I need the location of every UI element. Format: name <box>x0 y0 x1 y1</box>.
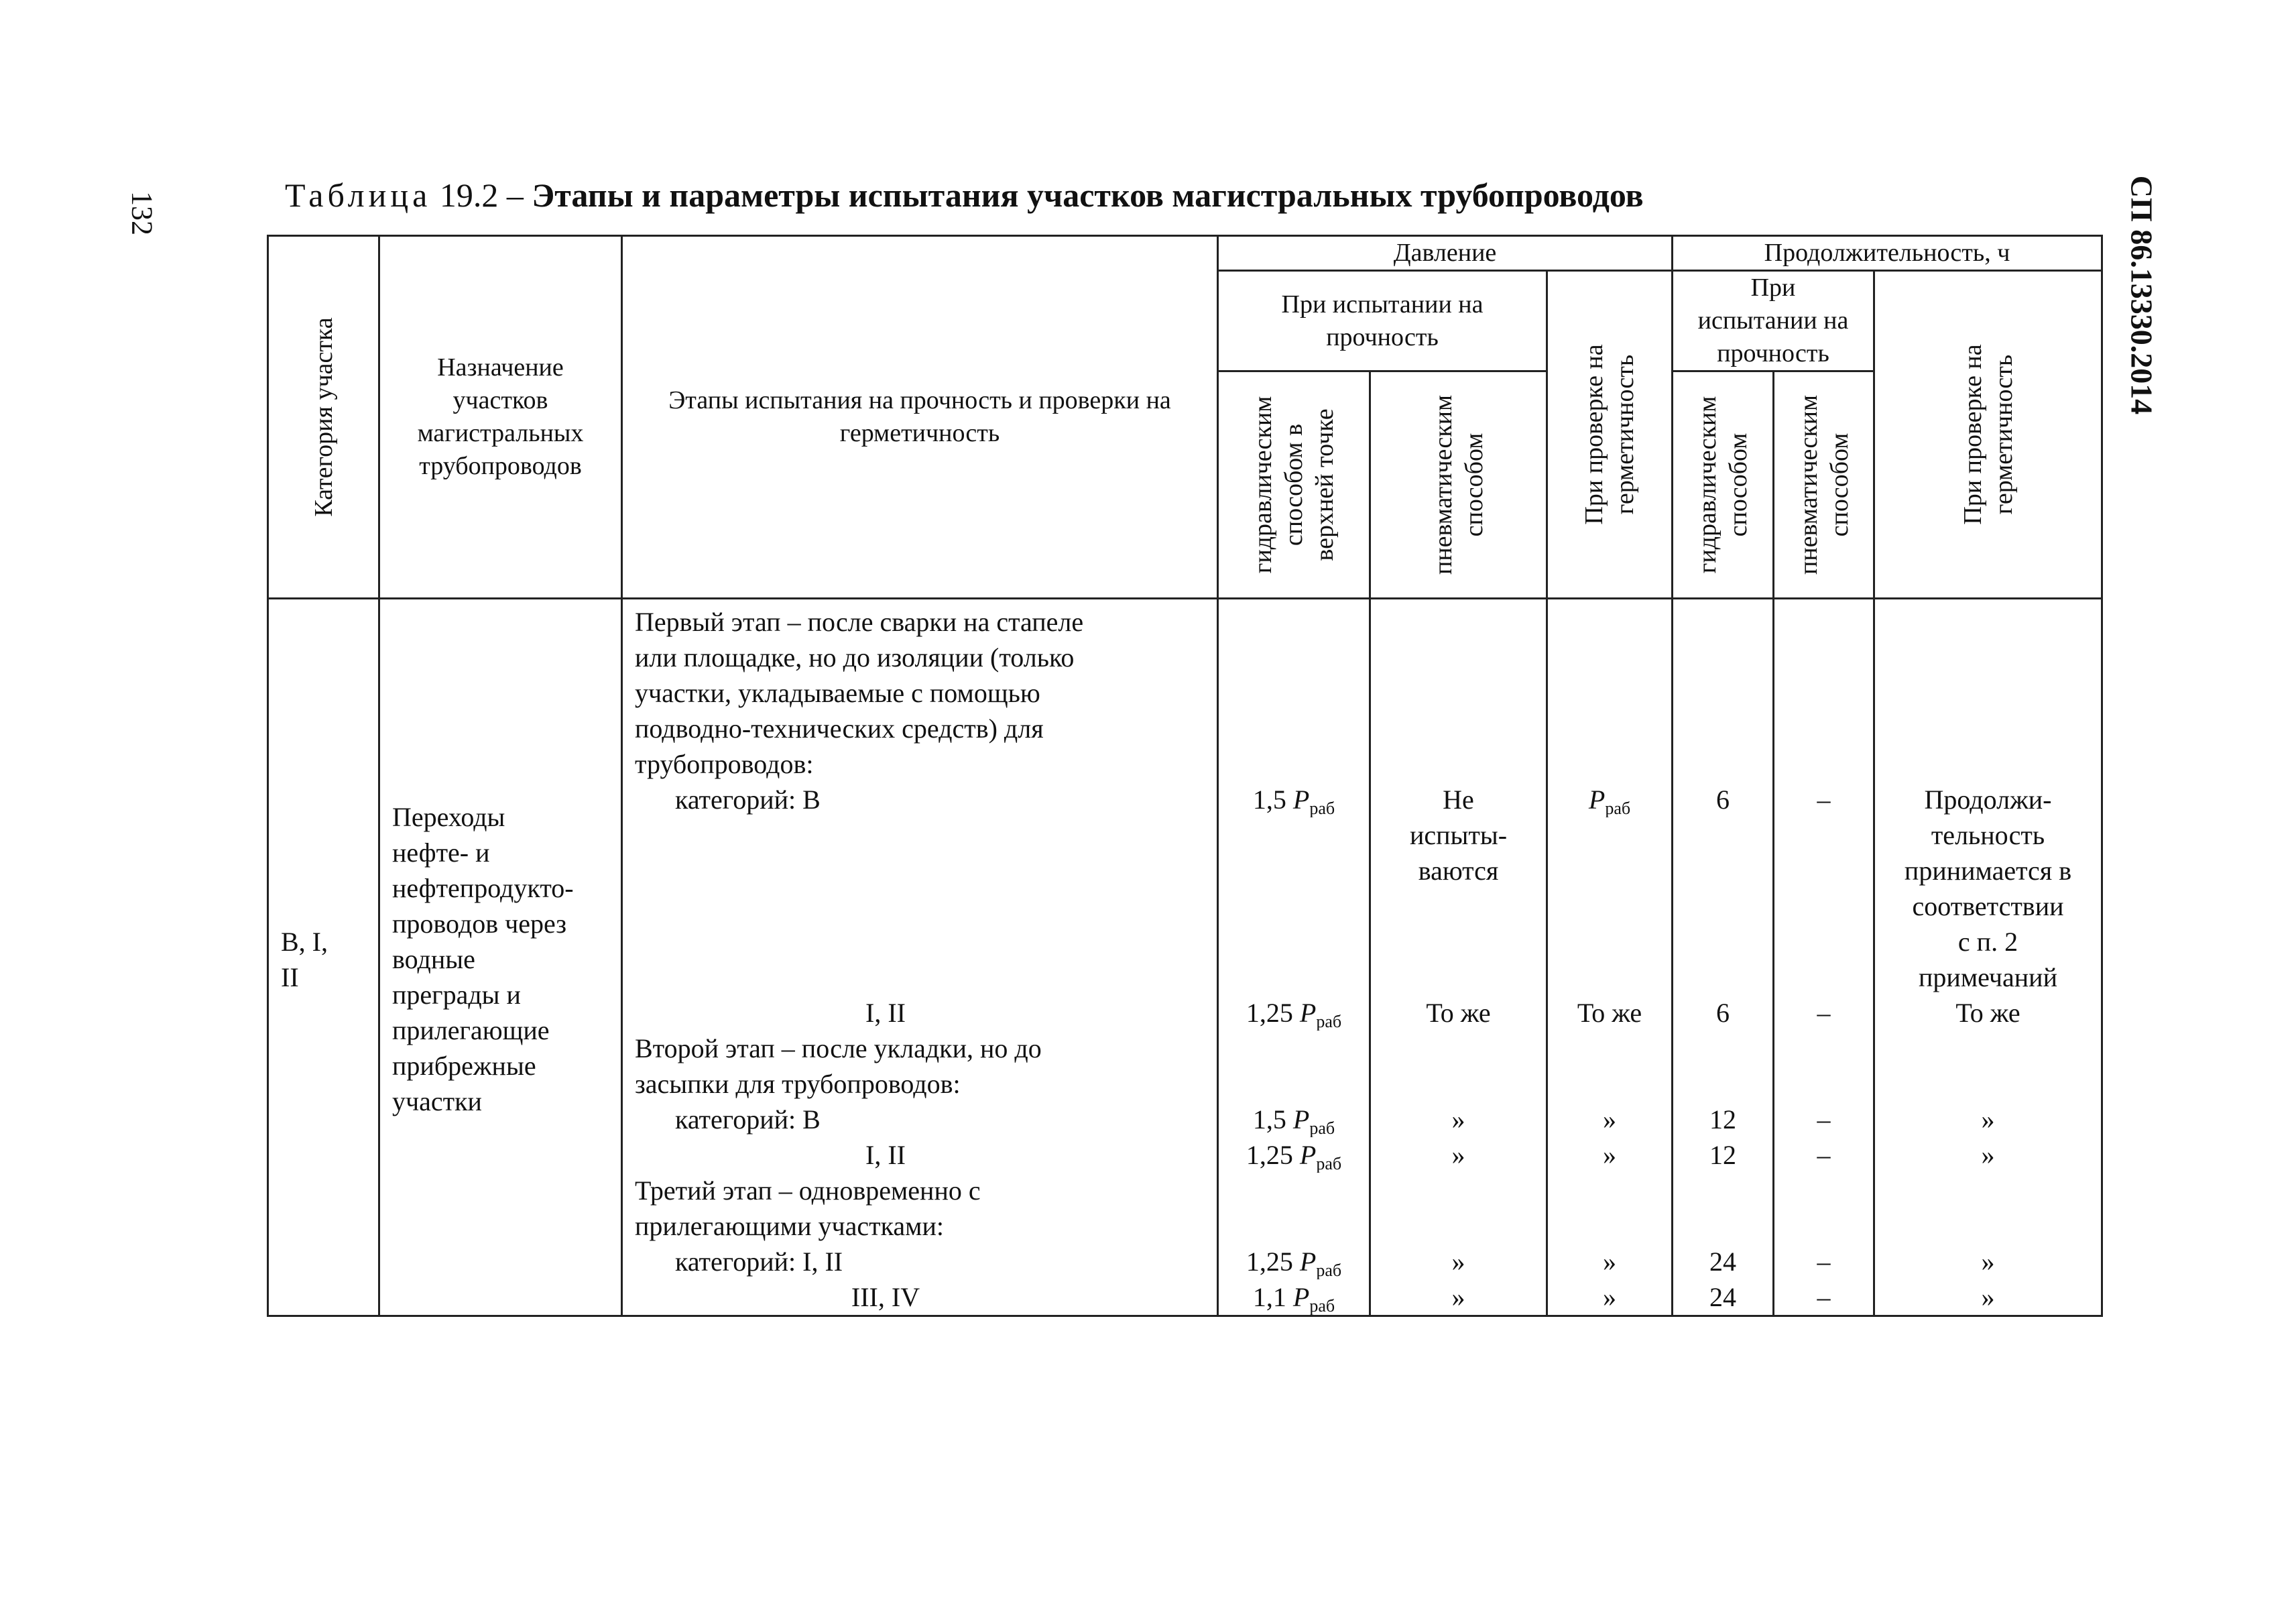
pressure-subscript: раб <box>1605 798 1631 817</box>
header-line: При <box>1750 274 1796 302</box>
cell-line: тельность <box>1931 819 2045 850</box>
cell-line: » <box>1981 1246 1995 1277</box>
header-line: гидравлическим <box>1249 396 1277 574</box>
cell-line <box>1774 817 1873 853</box>
hydraulic-pressure-line <box>1219 995 1369 1031</box>
tightness-pressure-line <box>1548 746 1671 782</box>
cell-line <box>1774 924 1873 960</box>
cell-line <box>1371 640 1546 675</box>
cell-line: водные <box>392 944 475 974</box>
header-duration-hydraulic <box>1673 371 1774 599</box>
tightness-pressure-line: » <box>1603 1104 1616 1135</box>
cell-line <box>1371 711 1546 746</box>
cell-line: прибрежные <box>392 1051 536 1081</box>
cell-line: 24 <box>1709 1281 1736 1312</box>
header-pressure-tightness <box>1547 271 1673 599</box>
stage-line: засыпки для трубопроводов: <box>635 1068 961 1099</box>
cell-line <box>1875 640 2101 675</box>
cell-line: Не <box>1443 784 1474 815</box>
tightness-pressure-line: » <box>1603 1281 1616 1312</box>
stage-line: категорий: В <box>675 784 821 815</box>
cell-line <box>1774 853 1873 888</box>
cell-line: примечаний <box>1919 962 2057 992</box>
header-line: способом в <box>1280 423 1308 546</box>
cell-line <box>1371 746 1546 782</box>
header-line: герметичность <box>1989 354 2018 515</box>
cell-line: То же <box>1955 997 2020 1028</box>
pressure-symbol: P <box>1299 1139 1317 1170</box>
hydraulic-pressure-line <box>1219 675 1369 711</box>
cell-line <box>1673 888 1772 924</box>
cell-line <box>1673 711 1772 746</box>
hydraulic-pressure-line <box>1219 924 1369 960</box>
stage-line <box>635 888 1217 924</box>
cell-tightness-pressure <box>1547 599 1673 1316</box>
hydraulic-pressure-line <box>1219 888 1369 924</box>
tightness-pressure-line: То же <box>1577 997 1642 1028</box>
cell-line <box>1875 1208 2101 1244</box>
cell-line <box>1673 640 1772 675</box>
cell-line <box>1774 960 1873 995</box>
cell-line <box>1875 604 2101 640</box>
cell-line: участки <box>392 1086 482 1116</box>
header-line: магистральных <box>417 419 584 447</box>
cell-line: Продолжи- <box>1924 784 2052 815</box>
hydraulic-pressure-line <box>1219 782 1369 817</box>
tightness-pressure-line: » <box>1603 1246 1616 1277</box>
cell-line: » <box>1981 1139 1995 1170</box>
pressure-subscript: раб <box>1316 1153 1342 1173</box>
cell-line <box>1774 746 1873 782</box>
cell-line <box>1774 1066 1873 1102</box>
header-line: Этапы испытания на прочность и проверки на <box>668 386 1171 414</box>
header-pressure-hydraulic <box>1218 371 1370 599</box>
cell-line: » <box>1981 1281 1995 1312</box>
tightness-pressure-line <box>1548 888 1671 924</box>
header-line: гидравлическим <box>1693 396 1721 574</box>
header-line: участков <box>452 386 548 414</box>
header-line: прочность <box>1326 323 1439 351</box>
header-line: При проверке на <box>1580 344 1608 525</box>
cell-line <box>1371 1066 1546 1102</box>
tightness-pressure-line <box>1548 711 1671 746</box>
header-line: пневматическим <box>1794 394 1823 575</box>
hydraulic-pressure-line <box>1219 1031 1369 1066</box>
header-stages <box>622 236 1218 599</box>
hydraulic-pressure-line <box>1219 1137 1369 1173</box>
hydraulic-pressure-line <box>1219 960 1369 995</box>
cell-line <box>1673 960 1772 995</box>
pressure-subscript: раб <box>1316 1260 1342 1279</box>
tightness-pressure-line: » <box>1603 1139 1616 1170</box>
hydraulic-pressure-line <box>1219 604 1369 640</box>
cell-line <box>1673 604 1772 640</box>
header-line: способом <box>1825 432 1854 537</box>
cell-line <box>1371 1173 1546 1208</box>
pressure-coefficient: 1,5 <box>1252 784 1286 815</box>
cell-line <box>1673 924 1772 960</box>
hydraulic-pressure-line <box>1219 1066 1369 1102</box>
document-code: СП 86.13330.2014 <box>2124 175 2159 415</box>
cell-line <box>1875 675 2101 711</box>
pressure-coefficient: 1,1 <box>1252 1281 1286 1312</box>
cell-line <box>1774 604 1873 640</box>
tightness-pressure-line <box>1548 675 1671 711</box>
table-title-prefix: Таблица <box>285 176 432 214</box>
hydraulic-pressure-line <box>1219 1208 1369 1244</box>
test-stages-table <box>267 235 2103 1317</box>
stage-line: подводно-технических средств) для <box>635 713 1044 744</box>
hydraulic-pressure-line <box>1219 640 1369 675</box>
tightness-pressure-line <box>1548 1173 1671 1208</box>
header-duration-tightness <box>1874 271 2102 599</box>
cell-line <box>1371 888 1546 924</box>
cell-line <box>1774 711 1873 746</box>
tightness-pressure-line <box>1548 853 1671 888</box>
pressure-subscript: раб <box>1309 1295 1335 1315</box>
stage-line <box>635 924 1217 960</box>
stage-line <box>635 853 1217 888</box>
tightness-pressure-line <box>1548 604 1671 640</box>
pressure-coefficient: 1,25 <box>1246 1246 1293 1277</box>
header-line: испытании на <box>1697 306 1849 335</box>
header-line: При испытании на <box>1281 290 1484 318</box>
tightness-pressure-line <box>1548 924 1671 960</box>
hydraulic-pressure-line <box>1219 746 1369 782</box>
header-line: герметичность <box>839 419 1000 447</box>
stage-line: I, II <box>865 997 906 1028</box>
cell-line: 6 <box>1716 997 1730 1028</box>
header-line: способом <box>1459 432 1488 537</box>
cell-line: преграды и <box>392 980 521 1010</box>
header-line: герметичность <box>1611 354 1639 515</box>
hydraulic-pressure-line <box>1219 1102 1369 1137</box>
cell-line: – <box>1817 784 1831 815</box>
pressure-symbol: P <box>1292 784 1310 815</box>
cell-line: соответствии <box>1912 890 2064 921</box>
cell-line <box>1774 1208 1873 1244</box>
pressure-symbol: P <box>1292 1104 1310 1135</box>
cell-line: » <box>1451 1104 1465 1135</box>
cell-line: – <box>1817 997 1831 1028</box>
hydraulic-pressure-line <box>1219 853 1369 888</box>
cell-line: – <box>1817 1139 1831 1170</box>
pressure-coefficient: 1,25 <box>1246 997 1293 1028</box>
stage-line: I, II <box>865 1139 906 1170</box>
cell-line <box>1673 817 1772 853</box>
cell-line: » <box>1451 1246 1465 1277</box>
pressure-symbol: P <box>1299 1246 1317 1277</box>
tightness-pressure-line <box>1548 1066 1671 1102</box>
stage-line <box>635 960 1217 995</box>
cell-line <box>1371 924 1546 960</box>
tightness-pressure-line <box>1548 1031 1671 1066</box>
pressure-symbol: P <box>1292 1281 1310 1312</box>
tightness-pressure-line <box>1548 1208 1671 1244</box>
cell-line <box>1371 1031 1546 1066</box>
hydraulic-pressure-line <box>1219 817 1369 853</box>
table-title-number: 19.2 – <box>431 176 532 214</box>
cell-line <box>1875 746 2101 782</box>
cell-line: Переходы <box>392 802 505 832</box>
cell-line: 24 <box>1709 1246 1736 1277</box>
cell-line: ваются <box>1418 855 1499 886</box>
cell-line <box>1371 960 1546 995</box>
cell-line: 6 <box>1716 784 1730 815</box>
stage-line: трубопроводов: <box>635 748 814 779</box>
cell-duration-tightness <box>1874 599 2102 1316</box>
hydraulic-pressure-line <box>1219 1244 1369 1279</box>
cell-line: проводов через <box>392 909 567 939</box>
cell-hydraulic-pressure <box>1218 599 1370 1316</box>
tightness-pressure-line <box>1548 960 1671 995</box>
cell-line: II <box>281 962 299 992</box>
cell-line: В, I, <box>281 926 328 957</box>
stage-line: Первый этап – после сварки на стапеле <box>635 606 1084 637</box>
cell-line: – <box>1817 1246 1831 1277</box>
cell-line <box>1673 1173 1772 1208</box>
header-pressure-strength <box>1218 271 1547 371</box>
cell-line <box>1673 853 1772 888</box>
cell-category <box>268 599 379 1316</box>
cell-line <box>1875 1066 2101 1102</box>
header-line: прочность <box>1717 339 1829 367</box>
cell-line <box>1673 1066 1772 1102</box>
cell-line: 12 <box>1709 1139 1736 1170</box>
cell-line: » <box>1451 1281 1465 1312</box>
cell-line: испыты- <box>1409 819 1508 850</box>
cell-line: принимается в <box>1904 855 2072 886</box>
cell-line <box>1673 1208 1772 1244</box>
stage-line <box>635 817 1217 853</box>
cell-line <box>1774 675 1873 711</box>
header-line: При проверке на <box>1958 344 1987 525</box>
cell-line <box>1673 1031 1772 1066</box>
pressure-subscript: раб <box>1309 798 1335 817</box>
cell-stages <box>622 599 1218 1316</box>
stage-line: Третий этап – одновременно с <box>635 1175 981 1206</box>
cell-line <box>1673 675 1772 711</box>
cell-line: с п. 2 <box>1957 926 2018 957</box>
cell-line <box>1875 1173 2101 1208</box>
tightness-pressure-line <box>1548 782 1671 817</box>
stage-line: или площадке, но до изоляции (только <box>635 642 1075 673</box>
stage-line: категорий: В <box>675 1104 821 1135</box>
cell-line: » <box>1981 1104 1995 1135</box>
stage-line: III, IV <box>851 1281 920 1312</box>
header-duration: Продолжительность, ч <box>1673 236 2102 271</box>
page-number: 132 <box>125 191 159 235</box>
pressure-coefficient: 1,25 <box>1246 1139 1293 1170</box>
header-line: трубопроводов <box>419 452 582 480</box>
hydraulic-pressure-line <box>1219 1279 1369 1315</box>
header-line: способом <box>1724 432 1752 537</box>
header-category: Категория участка <box>268 236 379 599</box>
pressure-coefficient: 1,5 <box>1252 1104 1286 1135</box>
cell-line <box>1774 1031 1873 1066</box>
hydraulic-pressure-line <box>1219 1173 1369 1208</box>
header-duration-strength <box>1673 271 1874 371</box>
table-title-text: Этапы и параметры испытания участков магистральных трубопроводов <box>532 176 1644 214</box>
cell-pneumatic-pressure <box>1370 599 1547 1316</box>
header-duration-pneumatic <box>1774 371 1874 599</box>
stage-line: категорий: I, II <box>675 1246 843 1277</box>
stage-line: Второй этап – после укладки, но до <box>635 1033 1042 1063</box>
cell-line <box>1875 711 2101 746</box>
header-line: Назначение <box>437 353 564 382</box>
cell-line: 12 <box>1709 1104 1736 1135</box>
pressure-symbol: P <box>1588 784 1606 815</box>
cell-line: прилегающие <box>392 1015 550 1045</box>
stage-line: прилегающими участками: <box>635 1210 945 1241</box>
cell-line: нефте- и <box>392 837 490 868</box>
header-line: пневматическим <box>1429 394 1457 575</box>
pressure-subscript: раб <box>1316 1011 1342 1031</box>
table-title <box>285 176 1644 215</box>
pressure-symbol: P <box>1299 997 1317 1028</box>
cell-duration-hydraulic <box>1673 599 1774 1316</box>
cell-line <box>1371 1208 1546 1244</box>
pressure-subscript: раб <box>1309 1118 1335 1137</box>
cell-line <box>1875 1031 2101 1066</box>
cell-line: – <box>1817 1104 1831 1135</box>
cell-line <box>1774 888 1873 924</box>
tightness-pressure-line <box>1548 640 1671 675</box>
header-purpose <box>379 236 622 599</box>
cell-line <box>1371 675 1546 711</box>
tightness-pressure-line <box>1548 817 1671 853</box>
cell-purpose <box>379 599 622 1316</box>
cell-duration-pneumatic <box>1774 599 1874 1316</box>
cell-line <box>1371 604 1546 640</box>
header-pressure: Давление <box>1218 236 1673 271</box>
cell-line: » <box>1451 1139 1465 1170</box>
cell-line: нефтепродукто- <box>392 873 574 903</box>
hydraulic-pressure-line <box>1219 711 1369 746</box>
header-pressure-pneumatic <box>1370 371 1547 599</box>
cell-line <box>1774 1173 1873 1208</box>
stage-line: участки, укладываемые с помощью <box>635 677 1040 708</box>
cell-line: – <box>1817 1281 1831 1312</box>
cell-line <box>1774 640 1873 675</box>
header-line: верхней точке <box>1311 408 1339 561</box>
cell-line: То же <box>1426 997 1491 1028</box>
cell-line <box>1673 746 1772 782</box>
